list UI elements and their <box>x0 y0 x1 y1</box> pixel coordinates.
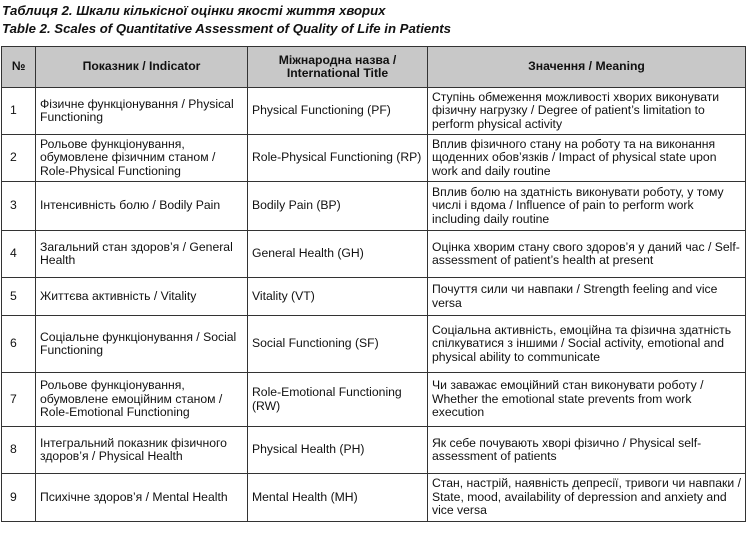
header-indicator: Показник / Indicator <box>36 47 248 88</box>
indicator-cell: Інтенсивність болю / Bodily Pain <box>36 182 248 231</box>
international-title-cell: Role-Physical Functioning (RP) <box>248 135 428 182</box>
indicator-cell: Інтегральний показник фізичного здоров’я / Physical Health <box>36 427 248 474</box>
row-number: 5 <box>2 278 36 316</box>
international-title-cell: Mental Health (MH) <box>248 474 428 522</box>
meaning-cell: Як себе почувають хворі фізично / Physical self-assessment of patients <box>428 427 746 474</box>
meaning-cell: Чи заважає емоційний стан виконувати роботу / Whether the emotional state prevents from work execution <box>428 373 746 427</box>
table-row <box>2 278 746 316</box>
indicator-cell: Життєва активність / Vitality <box>36 278 248 316</box>
row-number: 7 <box>2 373 36 427</box>
row-number: 4 <box>2 231 36 278</box>
table-row <box>2 474 746 522</box>
table-row <box>2 231 746 278</box>
row-number: 3 <box>2 182 36 231</box>
meaning-cell: Вплив болю на здатність виконувати роботу, у тому числі і вдома / Influence of pain to perform work including daily routine <box>428 182 746 231</box>
table-row <box>2 135 746 182</box>
international-title-cell: Physical Health (PH) <box>248 427 428 474</box>
international-title-cell: Vitality (VT) <box>248 278 428 316</box>
indicator-cell: Фізичне функціонування / Physical Functioning <box>36 88 248 135</box>
international-title-cell: Role-Emotional Functioning (RW) <box>248 373 428 427</box>
indicator-cell: Рольове функціонування, обумовлене емоційним станом / Role-Emotional Functioning <box>36 373 248 427</box>
caption-english: Table 2. Scales of Quantitative Assessment of Quality of Life in Patients <box>2 21 451 36</box>
header-meaning: Значення / Meaning <box>428 47 746 88</box>
table-header-row <box>2 47 746 88</box>
table-row <box>2 182 746 231</box>
meaning-cell: Соціальна активність, емоційна та фізична здатність спілкуватися з іншими / Social activity, emotional and physical ability to communicate <box>428 316 746 373</box>
indicator-cell: Рольове функціонування, обумовлене фізичним станом / Role-Physical Functioning <box>36 135 248 182</box>
international-title-cell: General Health (GH) <box>248 231 428 278</box>
meaning-cell: Вплив фізичного стану на роботу та на виконання щоденних обов’язків / Impact of physical state upon work and daily routine <box>428 135 746 182</box>
meaning-cell: Стан, настрій, наявність депресії, тривоги чи навпаки / State, mood, availability of depression and anxiety and vice versa <box>428 474 746 522</box>
quality-of-life-scales-table <box>1 46 746 522</box>
row-number: 1 <box>2 88 36 135</box>
indicator-cell: Загальний стан здоров’я / General Health <box>36 231 248 278</box>
international-title-cell: Physical Functioning (PF) <box>248 88 428 135</box>
international-title-cell: Social Functioning (SF) <box>248 316 428 373</box>
indicator-cell: Соціальне функціонування / Social Functioning <box>36 316 248 373</box>
caption-ukrainian: Таблиця 2. Шкали кількісної оцінки якості життя хворих <box>2 3 386 18</box>
table-row <box>2 316 746 373</box>
header-international-title: Міжнародна назва / International Title <box>248 47 428 88</box>
table-row <box>2 373 746 427</box>
meaning-cell: Оцінка хворим стану свого здоров’я у даний час / Self-assessment of patient’s health at present <box>428 231 746 278</box>
header-number: № <box>2 47 36 88</box>
row-number: 9 <box>2 474 36 522</box>
table-caption <box>2 2 451 38</box>
table-row <box>2 88 746 135</box>
row-number: 8 <box>2 427 36 474</box>
row-number: 2 <box>2 135 36 182</box>
meaning-cell: Почуття сили чи навпаки / Strength feeling and vice versa <box>428 278 746 316</box>
row-number: 6 <box>2 316 36 373</box>
table-row <box>2 427 746 474</box>
meaning-cell: Ступінь обмеження можливості хворих виконувати фізичну нагрузку / Degree of patient’s limitation to perform physical activity <box>428 88 746 135</box>
indicator-cell: Психічне здоров’я / Mental Health <box>36 474 248 522</box>
international-title-cell: Bodily Pain (BP) <box>248 182 428 231</box>
